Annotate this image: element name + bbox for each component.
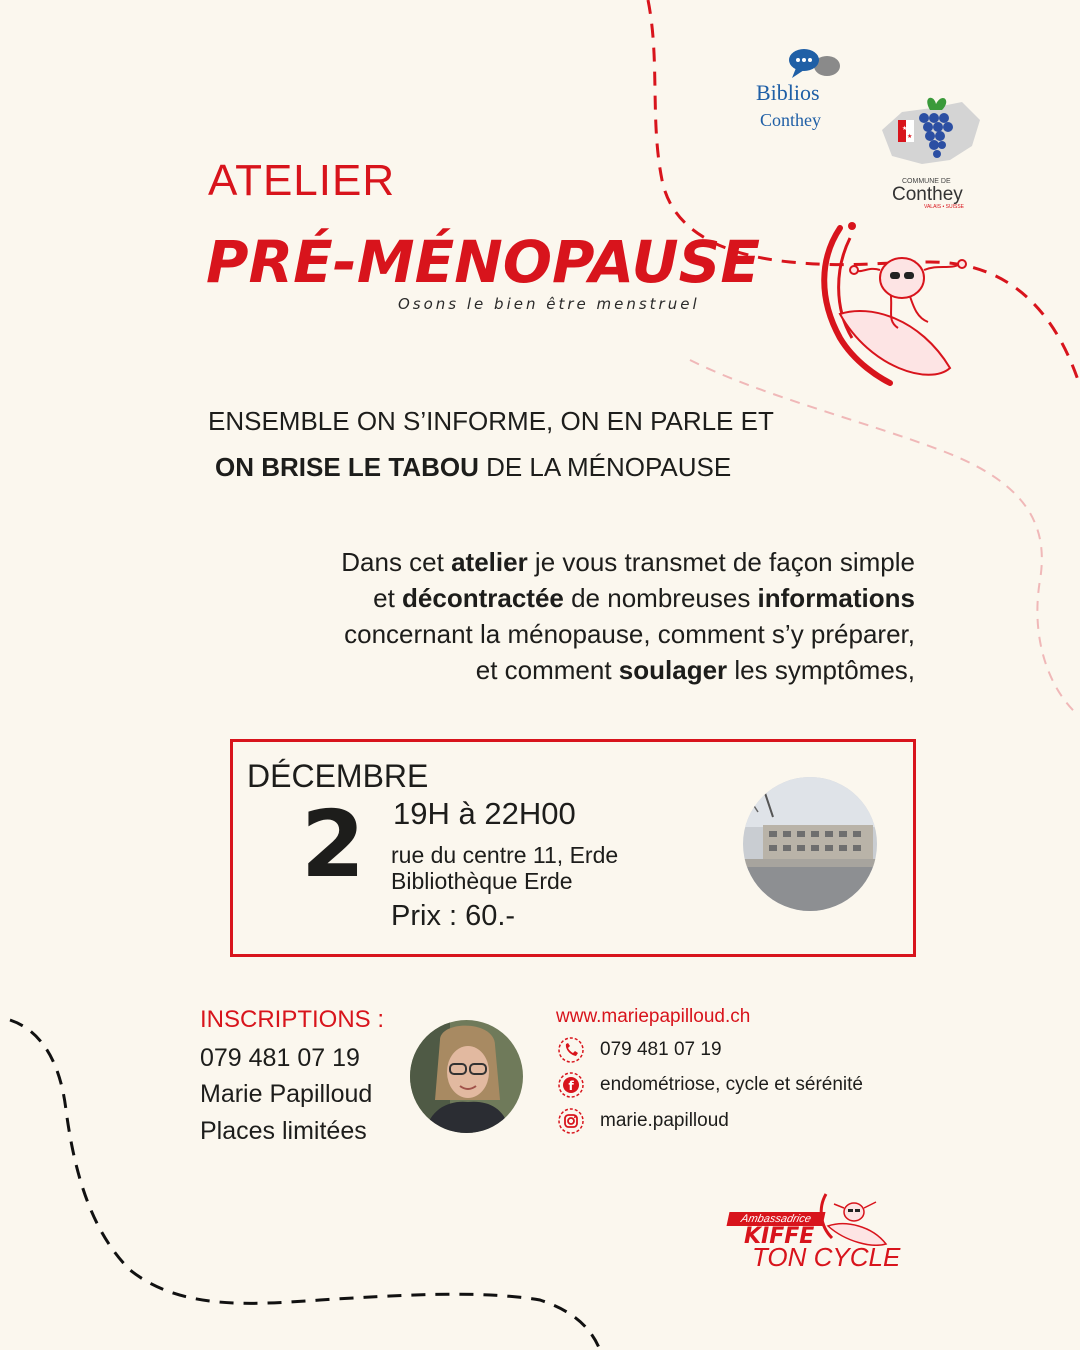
desc-text: et [373, 583, 403, 613]
commune-conthey-logo [872, 90, 984, 210]
badge-ton-cycle: TON CYCLE [752, 1242, 901, 1272]
desc-text: de nombreuses [563, 583, 758, 613]
event-month: DÉCEMBRE [247, 758, 429, 794]
desc-text: et comment [475, 655, 619, 685]
contact-phone: 079 481 07 19 [600, 1039, 722, 1060]
intro-line-2 [208, 444, 774, 490]
tagline: Osons le bien être menstruel [398, 295, 700, 313]
grape-coat-of-arms-icon [872, 90, 984, 176]
description-line-3: concernant la ménopause, comment s’y préparer, [344, 619, 915, 649]
biblios-name: Biblios [756, 80, 820, 105]
event-address [391, 842, 618, 894]
desc-bold: informations [757, 583, 915, 613]
intro-line-1: ENSEMBLE ON S’INFORME, ON EN PARLE ET [208, 406, 774, 436]
desc-text: Dans cet [341, 547, 452, 577]
kiffe-ton-cycle-badge [726, 1186, 916, 1276]
event-address-line-1: rue du centre 11, Erde [391, 842, 619, 868]
event-details-box [230, 739, 916, 957]
contact-instagram: marie.papilloud [600, 1110, 729, 1131]
desc-bold: atelier [451, 547, 528, 577]
svg-text:★: ★ [902, 125, 908, 132]
intro-rest: DE LA MÉNOPAUSE [478, 452, 732, 482]
inscriptions-title: INSCRIPTIONS : [200, 1006, 385, 1033]
intro-bold: ON BRISE LE TABOU [215, 452, 479, 482]
facebook-icon [556, 1070, 586, 1100]
page-title: PRÉ-MÉNOPAUSE [206, 228, 761, 296]
contact-phone-row[interactable] [556, 1034, 722, 1066]
event-address-line-2: Bibliothèque Erde [391, 868, 573, 894]
badge-ambassadrice: Ambassadrice [727, 1212, 826, 1226]
website-link[interactable]: www.mariepapilloud.ch [556, 1006, 751, 1027]
badge-kiffe: KIFFE [744, 1224, 815, 1249]
library-building-photo [743, 777, 877, 911]
contact-facebook-row[interactable] [556, 1069, 863, 1101]
event-time: 19H à 22H00 [393, 796, 576, 831]
event-price: Prix : 60.- [391, 900, 516, 932]
inscriptions-name: Marie Papilloud [200, 1080, 373, 1108]
commune-sub: VALAIS • SUISSE [924, 204, 965, 210]
desc-text: les symptômes, [727, 655, 915, 685]
commune-name: Conthey [892, 184, 963, 205]
desc-text: je vous transmet de façon simple [527, 547, 915, 577]
svg-text:f: f [568, 1079, 574, 1093]
contact-instagram-row[interactable] [556, 1105, 729, 1137]
phone-icon [556, 1035, 586, 1065]
desc-bold: décontractée [402, 583, 564, 613]
inscriptions-phone[interactable]: 079 481 07 19 [200, 1044, 360, 1072]
avatar [410, 1020, 523, 1133]
event-day: 2 [301, 791, 366, 898]
surfer-mascot-icon [816, 1186, 906, 1246]
description-line-2 [232, 580, 915, 616]
speech-bubbles-icon [782, 48, 872, 82]
instagram-icon [556, 1106, 586, 1136]
description-line-1 [232, 544, 915, 580]
building-image [743, 777, 877, 911]
header-kicker: ATELIER [208, 156, 396, 205]
description-text [232, 544, 915, 688]
inscriptions-note: Places limitées [200, 1117, 367, 1145]
portrait-image [410, 1020, 523, 1133]
svg-text:★: ★ [907, 133, 913, 140]
desc-bold: soulager [618, 655, 728, 685]
intro-text [208, 398, 774, 490]
contact-facebook: endométriose, cycle et sérénité [600, 1074, 863, 1095]
biblios-conthey-logo [752, 48, 842, 138]
commune-prefix: COMMUNE DE [902, 178, 951, 185]
description-line-4 [232, 652, 915, 688]
biblios-place: Conthey [760, 110, 821, 130]
surfing-uterus-illustration [810, 218, 990, 388]
